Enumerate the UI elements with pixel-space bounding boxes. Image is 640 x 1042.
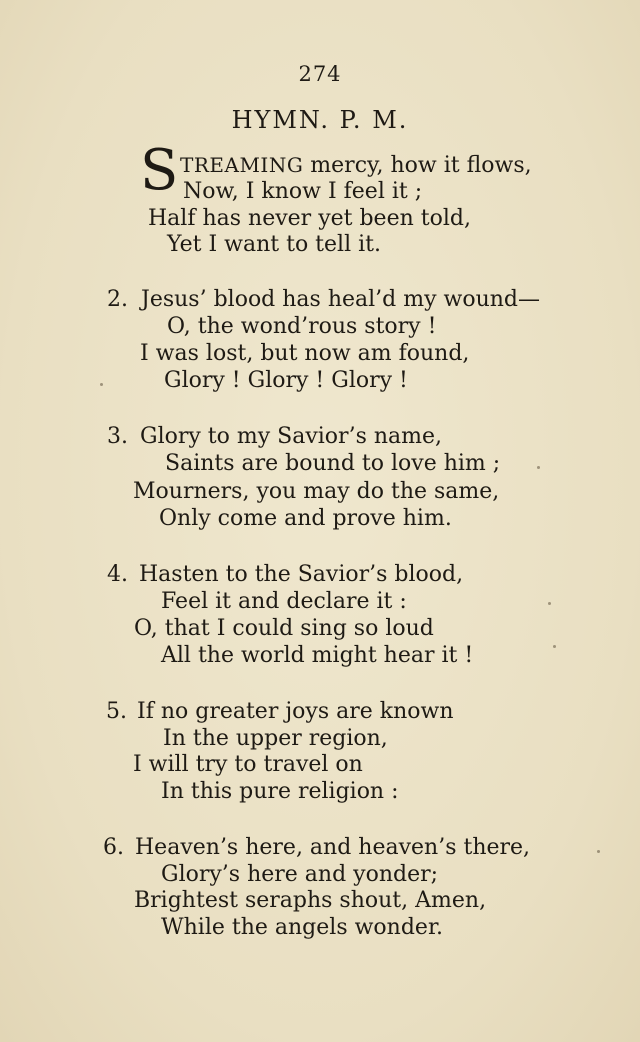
verse-line: Mourners, you may do the same, — [133, 479, 500, 504]
hymn-title: HYMN. P. M. — [231, 106, 409, 134]
verse-line: Feel it and declare it : — [161, 589, 407, 614]
verse-line: If no greater joys are known — [137, 699, 454, 724]
first-word-caps: TREAMING — [180, 153, 304, 177]
drop-cap: S — [140, 138, 179, 203]
paper-speck — [553, 645, 556, 648]
verse-line: I will try to travel on — [133, 752, 363, 777]
verse-line: O, that I could sing so loud — [134, 616, 434, 641]
verse-line: In this pure religion : — [161, 779, 399, 804]
verse-line: Brightest seraphs shout, Amen, — [134, 888, 487, 913]
paper-speck — [100, 383, 103, 386]
verse-line: Jesus’ blood has heal’d my wound— — [141, 287, 541, 312]
verse-line: Saints are bound to love him ; — [165, 451, 501, 476]
verse-line — [180, 152, 532, 179]
verse-number: 6. — [103, 835, 124, 860]
verse-line: Only come and prove him. — [159, 506, 452, 531]
verse-number: 5. — [106, 699, 127, 724]
verse-line: Glory to my Savior’s name, — [140, 424, 443, 449]
paper-speck — [548, 602, 551, 605]
verse-line: While the angels wonder. — [161, 915, 444, 940]
verse-line: Now, I know I feel it ; — [183, 179, 423, 204]
page-number: 274 — [298, 62, 342, 86]
verse-line: In the upper region, — [163, 726, 388, 751]
verse-line: Heaven’s here, and heaven’s there, — [135, 835, 531, 860]
paper-speck — [537, 466, 540, 469]
verse-line: Hasten to the Savior’s blood, — [139, 562, 464, 587]
verse-line: Half has never yet been told, — [148, 206, 471, 231]
verse-line: All the world might hear it ! — [161, 643, 474, 668]
verse-line: Glory ! Glory ! Glory ! — [164, 368, 408, 393]
verse-line: O, the wond’rous story ! — [167, 314, 437, 339]
verse-number: 2. — [107, 287, 128, 312]
verse-number: 3. — [107, 424, 128, 449]
paper-speck — [597, 850, 600, 853]
verse-line: Yet I want to tell it. — [167, 232, 381, 257]
verse-line: I was lost, but now am found, — [140, 341, 470, 366]
verse-number: 4. — [107, 562, 128, 587]
first-line-rest: mercy, how it flows, — [303, 153, 532, 178]
verse-line: Glory’s here and yonder; — [161, 862, 439, 887]
